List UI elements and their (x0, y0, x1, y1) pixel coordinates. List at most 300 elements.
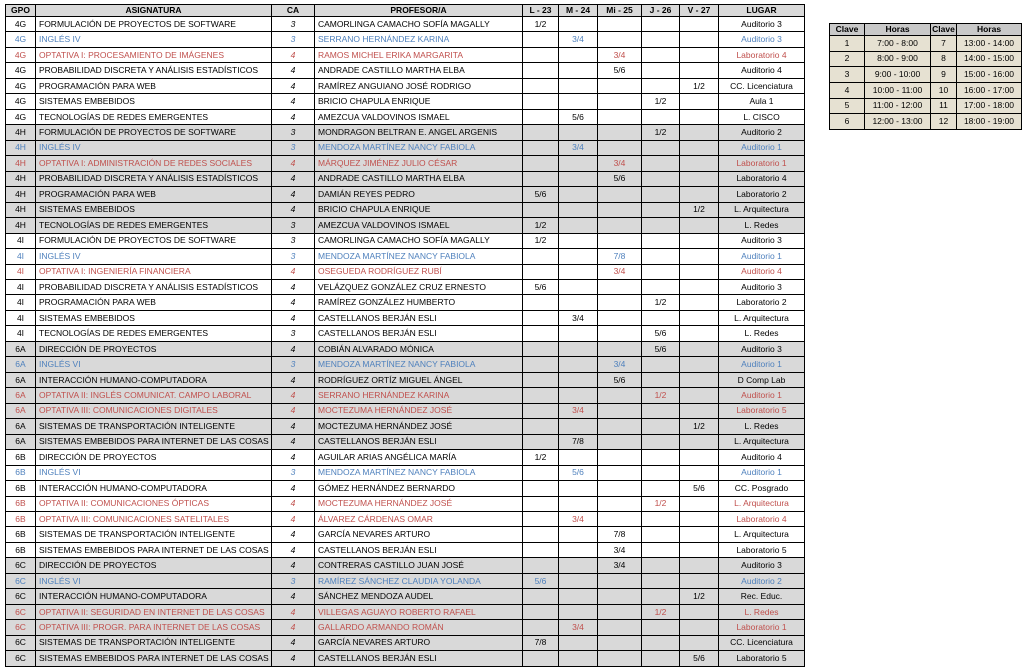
gpo-cell: 4I (6, 264, 36, 279)
lugar-cell: L. Redes (719, 326, 805, 341)
slot-miercoles-cell: 3/4 (598, 542, 642, 557)
slot-viernes-cell (680, 17, 719, 32)
gpo-cell: 4H (6, 187, 36, 202)
slot-miercoles-cell (598, 419, 642, 434)
ca-cell: 4 (272, 450, 315, 465)
lugar-cell: Auditorio 1 (719, 388, 805, 403)
lugar-cell: D Comp Lab (719, 372, 805, 387)
slot-viernes-cell (680, 63, 719, 78)
ca-cell: 3 (272, 573, 315, 588)
slot-viernes-cell (680, 635, 719, 650)
slot-miercoles-cell (598, 651, 642, 667)
profesor-cell: CAMORLINGA CAMACHO SOFÍA MAGALLY (315, 17, 523, 32)
profesor-cell: CASTELLANOS BERJÁN ESLI (315, 542, 523, 557)
asignatura-cell: FORMULACIÓN DE PROYECTOS DE SOFTWARE (36, 17, 272, 32)
schedule-row (6, 94, 805, 109)
header-lugar: LUGAR (719, 5, 805, 17)
lugar-cell: Laboratorio 5 (719, 403, 805, 418)
lugar-cell: Auditorio 4 (719, 264, 805, 279)
header-profesor: PROFESOR/A (315, 5, 523, 17)
ca-cell: 4 (272, 419, 315, 434)
ca-cell: 4 (272, 403, 315, 418)
slot-viernes-cell (680, 341, 719, 356)
slot-miercoles-cell (598, 32, 642, 47)
slot-miercoles-cell (598, 388, 642, 403)
slot-miercoles-cell: 5/6 (598, 171, 642, 186)
lugar-cell: Auditorio 3 (719, 32, 805, 47)
ca-cell: 4 (272, 156, 315, 171)
asignatura-cell: INGLÉS IV (36, 249, 272, 264)
lugar-cell: Auditorio 1 (719, 140, 805, 155)
clave-cell: 2 (830, 51, 865, 67)
slot-martes-cell (559, 372, 598, 387)
asignatura-cell: TECNOLOGÍAS DE REDES EMERGENTES (36, 218, 272, 233)
slot-martes-cell (559, 78, 598, 93)
slot-jueves-cell (642, 63, 680, 78)
gpo-cell: 4H (6, 171, 36, 186)
clave-cell: 10 (931, 82, 957, 98)
lugar-cell: L. Arquitectura (719, 527, 805, 542)
asignatura-cell: SISTEMAS DE TRANSPORTACIÓN INTELIGENTE (36, 635, 272, 650)
schedule-row (6, 78, 805, 93)
slot-martes-cell (559, 542, 598, 557)
slot-martes-cell (559, 125, 598, 140)
clave-cell: 9 (931, 67, 957, 83)
ca-cell: 4 (272, 635, 315, 650)
schedule-row (6, 496, 805, 511)
slot-jueves-cell (642, 558, 680, 573)
hours-row (830, 98, 1022, 114)
slot-lunes-cell (523, 140, 559, 155)
slot-lunes-cell (523, 496, 559, 511)
asignatura-cell: SISTEMAS EMBEBIDOS PARA INTERNET DE LAS COSAS (36, 542, 272, 557)
ca-cell: 3 (272, 125, 315, 140)
slot-lunes-cell (523, 295, 559, 310)
header-miercoles: Mi - 25 (598, 5, 642, 17)
gpo-cell: 4H (6, 156, 36, 171)
slot-miercoles-cell (598, 233, 642, 248)
slot-lunes-cell (523, 604, 559, 619)
slot-jueves-cell: 1/2 (642, 125, 680, 140)
slot-lunes-cell: 7/8 (523, 635, 559, 650)
profesor-cell: MOCTEZUMA HERNÁNDEZ JOSÉ (315, 496, 523, 511)
horas-cell: 8:00 - 9:00 (865, 51, 931, 67)
slot-viernes-cell (680, 620, 719, 635)
slot-lunes-cell (523, 403, 559, 418)
slot-jueves-cell (642, 78, 680, 93)
slot-viernes-cell: 1/2 (680, 202, 719, 217)
slot-martes-cell (559, 496, 598, 511)
slot-martes-cell: 3/4 (559, 310, 598, 325)
slot-martes-cell (559, 527, 598, 542)
slot-miercoles-cell (598, 202, 642, 217)
slot-miercoles-cell (598, 573, 642, 588)
schedule-row (6, 620, 805, 635)
slot-lunes-cell (523, 527, 559, 542)
slot-miercoles-cell (598, 481, 642, 496)
profesor-cell: MENDOZA MARTÍNEZ NANCY FABIOLA (315, 249, 523, 264)
slot-miercoles-cell: 3/4 (598, 357, 642, 372)
gpo-cell: 6A (6, 403, 36, 418)
slot-martes-cell (559, 341, 598, 356)
slot-miercoles-cell (598, 341, 642, 356)
gpo-cell: 4H (6, 140, 36, 155)
slot-miercoles-cell (598, 187, 642, 202)
lugar-cell: L. Arquitectura (719, 434, 805, 449)
slot-jueves-cell (642, 32, 680, 47)
schedule-row (6, 558, 805, 573)
slot-lunes-cell (523, 341, 559, 356)
ca-cell: 4 (272, 202, 315, 217)
slot-martes-cell: 3/4 (559, 403, 598, 418)
ca-cell: 4 (272, 78, 315, 93)
slot-lunes-cell (523, 419, 559, 434)
slot-jueves-cell (642, 542, 680, 557)
slot-viernes-cell (680, 125, 719, 140)
lugar-cell: Auditorio 2 (719, 573, 805, 588)
slot-lunes-cell (523, 156, 559, 171)
ca-cell: 3 (272, 357, 315, 372)
profesor-cell: ANDRADE CASTILLO MARTHA ELBA (315, 171, 523, 186)
slot-jueves-cell: 1/2 (642, 496, 680, 511)
slot-miercoles-cell (598, 403, 642, 418)
slot-jueves-cell (642, 249, 680, 264)
profesor-cell: BRICIO CHAPULA ENRIQUE (315, 202, 523, 217)
asignatura-cell: DIRECCIÓN DE PROYECTOS (36, 341, 272, 356)
asignatura-cell: SISTEMAS EMBEBIDOS PARA INTERNET DE LAS COSAS (36, 651, 272, 667)
profesor-cell: MENDOZA MARTÍNEZ NANCY FABIOLA (315, 357, 523, 372)
slot-jueves-cell: 5/6 (642, 341, 680, 356)
schedule-row (6, 109, 805, 124)
slot-jueves-cell (642, 109, 680, 124)
asignatura-cell: INGLÉS VI (36, 573, 272, 588)
profesor-cell: MOCTEZUMA HERNÁNDEZ JOSÉ (315, 419, 523, 434)
schedule-row (6, 63, 805, 78)
slot-viernes-cell (680, 218, 719, 233)
ca-cell: 4 (272, 542, 315, 557)
slot-miercoles-cell (598, 125, 642, 140)
slot-viernes-cell (680, 357, 719, 372)
slot-jueves-cell (642, 651, 680, 667)
profesor-cell: AMEZCUA VALDOVINOS ISMAEL (315, 218, 523, 233)
gpo-cell: 6C (6, 651, 36, 667)
schedule-row (6, 310, 805, 325)
profesor-cell: BRICIO CHAPULA ENRIQUE (315, 94, 523, 109)
schedule-row (6, 125, 805, 140)
asignatura-cell: OPTATIVA II: COMUNICACIONES ÓPTICAS (36, 496, 272, 511)
lugar-cell: L. Redes (719, 419, 805, 434)
slot-miercoles-cell (598, 295, 642, 310)
asignatura-cell: SISTEMAS EMBEBIDOS (36, 202, 272, 217)
profesor-cell: SERRANO HERNÁNDEZ KARINA (315, 32, 523, 47)
asignatura-cell: PROBABILIDAD DISCRETA Y ANÁLISIS ESTADÍSTICOS (36, 171, 272, 186)
slot-viernes-cell (680, 388, 719, 403)
ca-cell: 3 (272, 326, 315, 341)
ca-cell: 4 (272, 388, 315, 403)
slot-miercoles-cell: 3/4 (598, 264, 642, 279)
gpo-cell: 6A (6, 434, 36, 449)
slot-lunes-cell (523, 558, 559, 573)
hours-row (830, 114, 1022, 130)
slot-martes-cell (559, 171, 598, 186)
hours-body (830, 36, 1022, 130)
profesor-cell: GÓMEZ HERNÁNDEZ BERNARDO (315, 481, 523, 496)
lugar-cell: CC. Posgrado (719, 481, 805, 496)
gpo-cell: 6C (6, 589, 36, 604)
profesor-cell: MENDOZA MARTÍNEZ NANCY FABIOLA (315, 465, 523, 480)
gpo-cell: 4G (6, 78, 36, 93)
slot-lunes-cell (523, 109, 559, 124)
slot-jueves-cell (642, 481, 680, 496)
schedule-row (6, 604, 805, 619)
profesor-cell: OSEGUEDA RODRÍGUEZ RUBÍ (315, 264, 523, 279)
ca-cell: 3 (272, 32, 315, 47)
slot-jueves-cell (642, 434, 680, 449)
ca-cell: 4 (272, 512, 315, 527)
profesor-cell: CONTRERAS CASTILLO JUAN JOSÉ (315, 558, 523, 573)
slot-jueves-cell (642, 218, 680, 233)
profesor-cell: SÁNCHEZ MENDOZA AUDEL (315, 589, 523, 604)
horas-cell: 17:00 - 18:00 (957, 98, 1022, 114)
slot-viernes-cell (680, 403, 719, 418)
clave-cell: 12 (931, 114, 957, 130)
slot-jueves-cell (642, 279, 680, 294)
gpo-cell: 4G (6, 94, 36, 109)
ca-cell: 3 (272, 249, 315, 264)
slot-jueves-cell (642, 465, 680, 480)
profesor-cell: VILLEGAS AGUAYO ROBERTO RAFAEL (315, 604, 523, 619)
slot-miercoles-cell: 3/4 (598, 558, 642, 573)
gpo-cell: 4H (6, 218, 36, 233)
slot-martes-cell (559, 651, 598, 667)
slot-viernes-cell: 5/6 (680, 481, 719, 496)
horas-cell: 7:00 - 8:00 (865, 36, 931, 52)
slot-jueves-cell (642, 403, 680, 418)
horas-cell: 18:00 - 19:00 (957, 114, 1022, 130)
gpo-cell: 6B (6, 496, 36, 511)
slot-miercoles-cell (598, 78, 642, 93)
slot-lunes-cell (523, 512, 559, 527)
header-lunes: L - 23 (523, 5, 559, 17)
profesor-cell: GARCÍA NEVARES ARTURO (315, 527, 523, 542)
asignatura-cell: INGLÉS VI (36, 465, 272, 480)
gpo-cell: 4I (6, 233, 36, 248)
profesor-cell: RAMÍREZ ANGUIANO JOSÉ RODRIGO (315, 78, 523, 93)
gpo-cell: 6C (6, 620, 36, 635)
slot-lunes-cell (523, 310, 559, 325)
slot-lunes-cell: 5/6 (523, 187, 559, 202)
lugar-cell: CC. Licenciatura (719, 635, 805, 650)
asignatura-cell: PROGRAMACIÓN PARA WEB (36, 187, 272, 202)
horas-cell: 10:00 - 11:00 (865, 82, 931, 98)
schedule-table (5, 4, 805, 667)
lugar-cell: Auditorio 3 (719, 558, 805, 573)
ca-cell: 4 (272, 434, 315, 449)
schedule-row (6, 403, 805, 418)
slot-viernes-cell (680, 372, 719, 387)
clave-cell: 11 (931, 98, 957, 114)
slot-viernes-cell (680, 496, 719, 511)
asignatura-cell: SISTEMAS EMBEBIDOS PARA INTERNET DE LAS COSAS (36, 434, 272, 449)
asignatura-cell: SISTEMAS DE TRANSPORTACIÓN INTELIGENTE (36, 419, 272, 434)
schedule-row (6, 156, 805, 171)
slot-lunes-cell (523, 481, 559, 496)
profesor-cell: CASTELLANOS BERJÁN ESLI (315, 326, 523, 341)
slot-martes-cell (559, 295, 598, 310)
slot-miercoles-cell (598, 310, 642, 325)
slot-lunes-cell (523, 357, 559, 372)
gpo-cell: 4H (6, 202, 36, 217)
profesor-cell: DAMIÁN REYES PEDRO (315, 187, 523, 202)
slot-lunes-cell (523, 202, 559, 217)
schedule-row (6, 202, 805, 217)
slot-jueves-cell: 1/2 (642, 388, 680, 403)
clave-cell: 7 (931, 36, 957, 52)
lugar-cell: Laboratorio 5 (719, 542, 805, 557)
slot-lunes-cell (523, 47, 559, 62)
slot-viernes-cell (680, 156, 719, 171)
gpo-cell: 4G (6, 109, 36, 124)
slot-martes-cell (559, 264, 598, 279)
lugar-cell: Laboratorio 5 (719, 651, 805, 667)
slot-lunes-cell: 1/2 (523, 17, 559, 32)
profesor-cell: GARCÍA NEVARES ARTURO (315, 635, 523, 650)
hours-row (830, 36, 1022, 52)
schedule-row (6, 419, 805, 434)
lugar-cell: CC. Licenciatura (719, 78, 805, 93)
slot-viernes-cell (680, 279, 719, 294)
header-clave-a: Clave (830, 24, 865, 36)
schedule-row (6, 357, 805, 372)
header-jueves: J - 26 (642, 5, 680, 17)
gpo-cell: 6B (6, 481, 36, 496)
lugar-cell: L. Arquitectura (719, 496, 805, 511)
slot-lunes-cell: 1/2 (523, 218, 559, 233)
ca-cell: 4 (272, 47, 315, 62)
gpo-cell: 6C (6, 558, 36, 573)
slot-viernes-cell (680, 512, 719, 527)
slot-jueves-cell (642, 187, 680, 202)
slot-viernes-cell: 1/2 (680, 78, 719, 93)
lugar-cell: Laboratorio 4 (719, 171, 805, 186)
header-gpo: GPO (6, 5, 36, 17)
slot-lunes-cell (523, 651, 559, 667)
profesor-cell: CASTELLANOS BERJÁN ESLI (315, 434, 523, 449)
gpo-cell: 4G (6, 32, 36, 47)
slot-miercoles-cell (598, 279, 642, 294)
slot-martes-cell (559, 279, 598, 294)
slot-miercoles-cell: 7/8 (598, 527, 642, 542)
schedule-row (6, 326, 805, 341)
lugar-cell: L. Redes (719, 218, 805, 233)
slot-viernes-cell (680, 249, 719, 264)
slot-jueves-cell: 1/2 (642, 604, 680, 619)
schedule-row (6, 171, 805, 186)
slot-viernes-cell (680, 465, 719, 480)
schedule-body (6, 17, 805, 667)
ca-cell: 3 (272, 218, 315, 233)
slot-jueves-cell (642, 47, 680, 62)
slot-martes-cell (559, 326, 598, 341)
horas-cell: 12:00 - 13:00 (865, 114, 931, 130)
schedule-row (6, 388, 805, 403)
gpo-cell: 6B (6, 465, 36, 480)
gpo-cell: 6B (6, 512, 36, 527)
lugar-cell: Auditorio 3 (719, 279, 805, 294)
schedule-row (6, 249, 805, 264)
lugar-cell: Auditorio 3 (719, 17, 805, 32)
asignatura-cell: SISTEMAS EMBEBIDOS (36, 94, 272, 109)
asignatura-cell: FORMULACIÓN DE PROYECTOS DE SOFTWARE (36, 233, 272, 248)
gpo-cell: 4G (6, 17, 36, 32)
asignatura-cell: INTERACCIÓN HUMANO-COMPUTADORA (36, 372, 272, 387)
slot-miercoles-cell (598, 326, 642, 341)
ca-cell: 4 (272, 341, 315, 356)
slot-lunes-cell (523, 32, 559, 47)
profesor-cell: VELÁZQUEZ GONZÁLEZ CRUZ ERNESTO (315, 279, 523, 294)
clave-cell: 3 (830, 67, 865, 83)
slot-jueves-cell (642, 589, 680, 604)
ca-cell: 4 (272, 558, 315, 573)
slot-martes-cell (559, 233, 598, 248)
header-asignatura: ASIGNATURA (36, 5, 272, 17)
profesor-cell: MÁRQUEZ JIMÉNEZ JULIO CÉSAR (315, 156, 523, 171)
slot-jueves-cell (642, 264, 680, 279)
slot-miercoles-cell (598, 140, 642, 155)
slot-viernes-cell (680, 542, 719, 557)
profesor-cell: AGUILAR ARIAS ANGÉLICA MARÍA (315, 450, 523, 465)
slot-lunes-cell: 5/6 (523, 573, 559, 588)
asignatura-cell: INGLÉS VI (36, 357, 272, 372)
asignatura-cell: PROBABILIDAD DISCRETA Y ANÁLISIS ESTADÍSTICOS (36, 279, 272, 294)
slot-lunes-cell (523, 94, 559, 109)
lugar-cell: Rec. Educ. (719, 589, 805, 604)
clave-cell: 8 (931, 51, 957, 67)
slot-jueves-cell (642, 310, 680, 325)
lugar-cell: Laboratorio 4 (719, 47, 805, 62)
lugar-cell: Auditorio 3 (719, 233, 805, 248)
lugar-cell: Auditorio 1 (719, 357, 805, 372)
clave-cell: 4 (830, 82, 865, 98)
asignatura-cell: OPTATIVA III: PROGR. PARA INTERNET DE LAS COSAS (36, 620, 272, 635)
gpo-cell: 6B (6, 450, 36, 465)
header-horas-b: Horas (957, 24, 1022, 36)
profesor-cell: MONDRAGON BELTRAN E. ANGEL ARGENIS (315, 125, 523, 140)
slot-viernes-cell (680, 187, 719, 202)
slot-miercoles-cell: 5/6 (598, 63, 642, 78)
slot-miercoles-cell (598, 604, 642, 619)
slot-martes-cell (559, 573, 598, 588)
asignatura-cell: OPTATIVA II: INGLÉS COMUNICAT. CAMPO LABORAL (36, 388, 272, 403)
profesor-cell: CAMORLINGA CAMACHO SOFÍA MAGALLY (315, 233, 523, 248)
slot-lunes-cell (523, 78, 559, 93)
slot-viernes-cell: 1/2 (680, 419, 719, 434)
profesor-cell: CASTELLANOS BERJÁN ESLI (315, 651, 523, 667)
ca-cell: 3 (272, 233, 315, 248)
gpo-cell: 6A (6, 388, 36, 403)
slot-jueves-cell: 1/2 (642, 94, 680, 109)
horas-cell: 13:00 - 14:00 (957, 36, 1022, 52)
profesor-cell: ÁLVAREZ CÁRDENAS OMAR (315, 512, 523, 527)
ca-cell: 4 (272, 604, 315, 619)
gpo-cell: 6A (6, 419, 36, 434)
slot-viernes-cell (680, 573, 719, 588)
slot-jueves-cell (642, 202, 680, 217)
ca-cell: 3 (272, 465, 315, 480)
asignatura-cell: FORMULACIÓN DE PROYECTOS DE SOFTWARE (36, 125, 272, 140)
slot-viernes-cell (680, 171, 719, 186)
slot-martes-cell (559, 558, 598, 573)
